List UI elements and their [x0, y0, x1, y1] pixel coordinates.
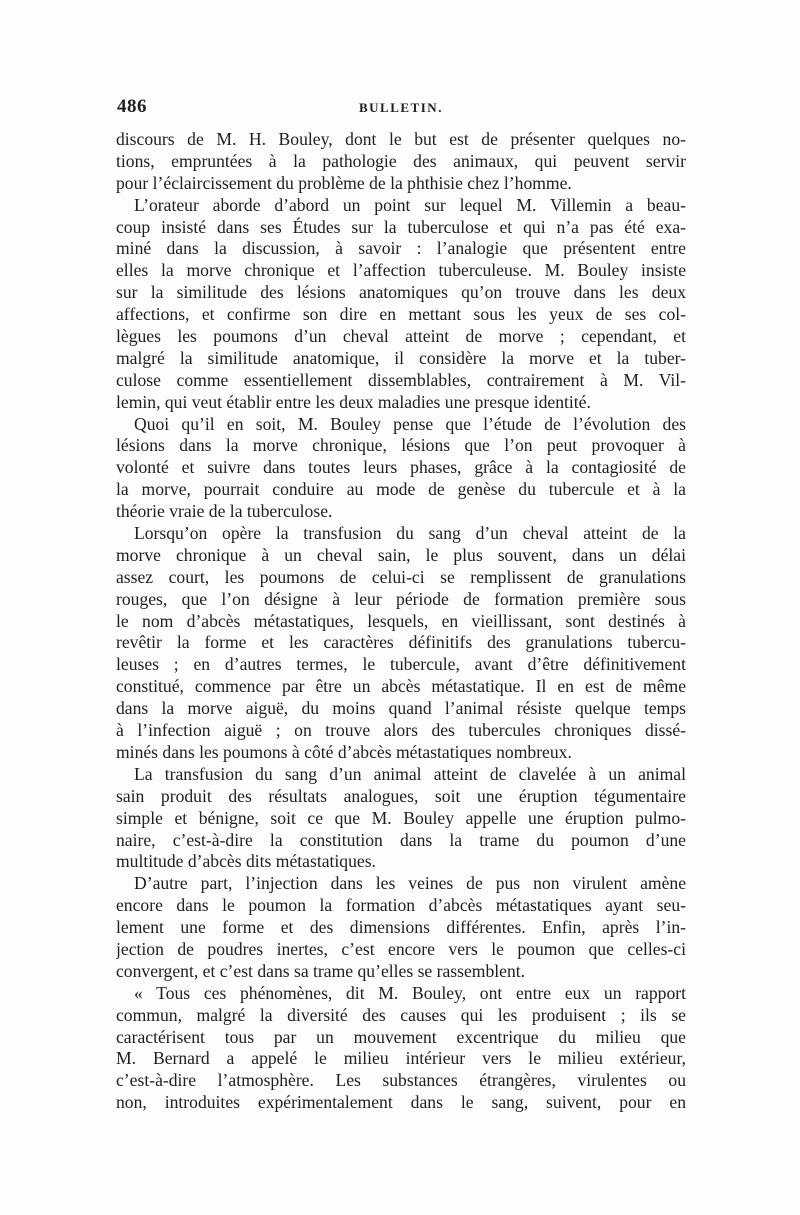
text-line: caractérisent tous par un mouvement excentrique du milieu que — [116, 1026, 686, 1047]
text-line: Lorsqu’on opère la transfusion du sang d’un cheval atteint de la — [134, 523, 686, 544]
text-line: lement une forme et des dimensions différentes. Enfin, après l’in- — [116, 917, 686, 938]
text-line: sur la similitude des lésions anatomiques qu’on trouve dans les deux — [116, 282, 686, 303]
text-line: c’est-à-dire l’atmosphère. Les substances étrangères, virulentes ou — [116, 1070, 686, 1091]
text-line: miné dans la discussion, à savoir : l’analogie que présentent entre — [116, 238, 686, 259]
text-line: naire, c’est-à-dire la constitution dans la trame du poumon d’une — [116, 829, 686, 850]
page-number: 486 — [117, 96, 147, 117]
text-line: Quoi qu’il en soit, M. Bouley pense que l’étude de l’évolution des — [134, 413, 686, 434]
text-line: lègues les poumons d’un cheval atteint de morve ; cependant, et — [116, 326, 686, 347]
text-line: malgré la similitude anatomique, il considère la morve et la tuber- — [116, 347, 686, 368]
text-line: pour l’éclaircissement du problème de la phthisie chez l’homme. — [116, 172, 572, 193]
text-line: D’autre part, l’injection dans les veines de pus non virulent amène — [134, 873, 686, 894]
text-line: revêtir la forme et les caractères définitifs des granulations tubercu- — [116, 632, 686, 653]
body-text — [116, 129, 686, 1114]
text-line: le nom d’abcès métastatiques, lesquels, en vieillissant, sont destinés à — [116, 610, 686, 631]
text-line: La transfusion du sang d’un animal atteint de clavelée à un animal — [134, 763, 686, 784]
text-line: jection de poudres inertes, c’est encore vers le poumon que celles-ci — [116, 938, 686, 959]
text-line: leuses ; en d’autres termes, le tubercule, avant d’être définitivement — [116, 654, 686, 675]
text-line: non, introduites expérimentalement dans le sang, suivent, pour en — [116, 1092, 686, 1113]
text-line: minés dans les poumons à côté d’abcès métastatiques nombreux. — [116, 741, 572, 762]
text-line: lemin, qui veut établir entre les deux maladies une presque identité. — [116, 391, 591, 412]
page-header — [117, 96, 685, 124]
text-line: sain produit des résultats analogues, soit une éruption tégumentaire — [116, 785, 686, 806]
text-line: convergent, et c’est dans sa trame qu’elles se rassemblent. — [116, 960, 526, 981]
text-line: discours de M. H. Bouley, dont le but est de présenter quelques no- — [116, 129, 686, 149]
text-line: rouges, que l’on désigne à leur période de formation première sous — [116, 588, 686, 609]
text-line: « Tous ces phénomènes, dit M. Bouley, ont entre eux un rapport — [134, 982, 686, 1003]
text-line: affections, et confirme son dire en mettant sous les yeux de ses col- — [116, 304, 686, 325]
text-line: commun, malgré la diversité des causes qui les produisent ; ils se — [116, 1004, 686, 1025]
text-line: volonté et suivre dans toutes leurs phases, grâce à la contagiosité de — [116, 457, 686, 478]
running-head: BULLETIN. — [359, 100, 443, 115]
text-line: tions, empruntées à la pathologie des animaux, qui peuvent servir — [116, 150, 686, 171]
text-line: L’orateur aborde d’abord un point sur lequel M. Villemin a beau- — [134, 194, 686, 215]
text-line: multitude d’abcès dits métastatiques. — [116, 851, 376, 872]
text-line: dans la morve aiguë, du moins quand l’animal résiste quelque temps — [116, 698, 686, 719]
text-line: coup insisté dans ses Études sur la tuberculose et qui n’a pas été exa- — [116, 216, 686, 237]
text-line: elles la morve chronique et l’affection tuberculeuse. M. Bouley insiste — [116, 260, 686, 281]
text-line: culose comme essentiellement dissemblables, contrairement à M. Vil- — [116, 369, 686, 390]
text-line: simple et bénigne, soit ce que M. Bouley appelle une éruption pulmo- — [116, 807, 686, 828]
text-line: théorie vraie de la tuberculose. — [116, 501, 333, 522]
text-line: encore dans le poumon la formation d’abcès métastatiques ayant seu- — [116, 895, 686, 916]
text-line: assez court, les poumons de celui-ci se remplissent de granulations — [116, 566, 686, 587]
text-line: morve chronique à un cheval sain, le plus souvent, dans un délai — [116, 544, 686, 565]
text-line: M. Bernard a appelé le milieu intérieur vers le milieu extérieur, — [116, 1048, 686, 1069]
text-line: à l’infection aiguë ; on trouve alors des tubercules chroniques dissé- — [116, 720, 686, 741]
text-line: lésions dans la morve chronique, lésions que l’on peut provoquer à — [116, 435, 686, 456]
text-line: la morve, pourrait conduire au mode de genèse du tubercule et à la — [116, 479, 686, 500]
text-line: constitué, commence par être un abcès métastatique. Il en est de même — [116, 676, 686, 697]
